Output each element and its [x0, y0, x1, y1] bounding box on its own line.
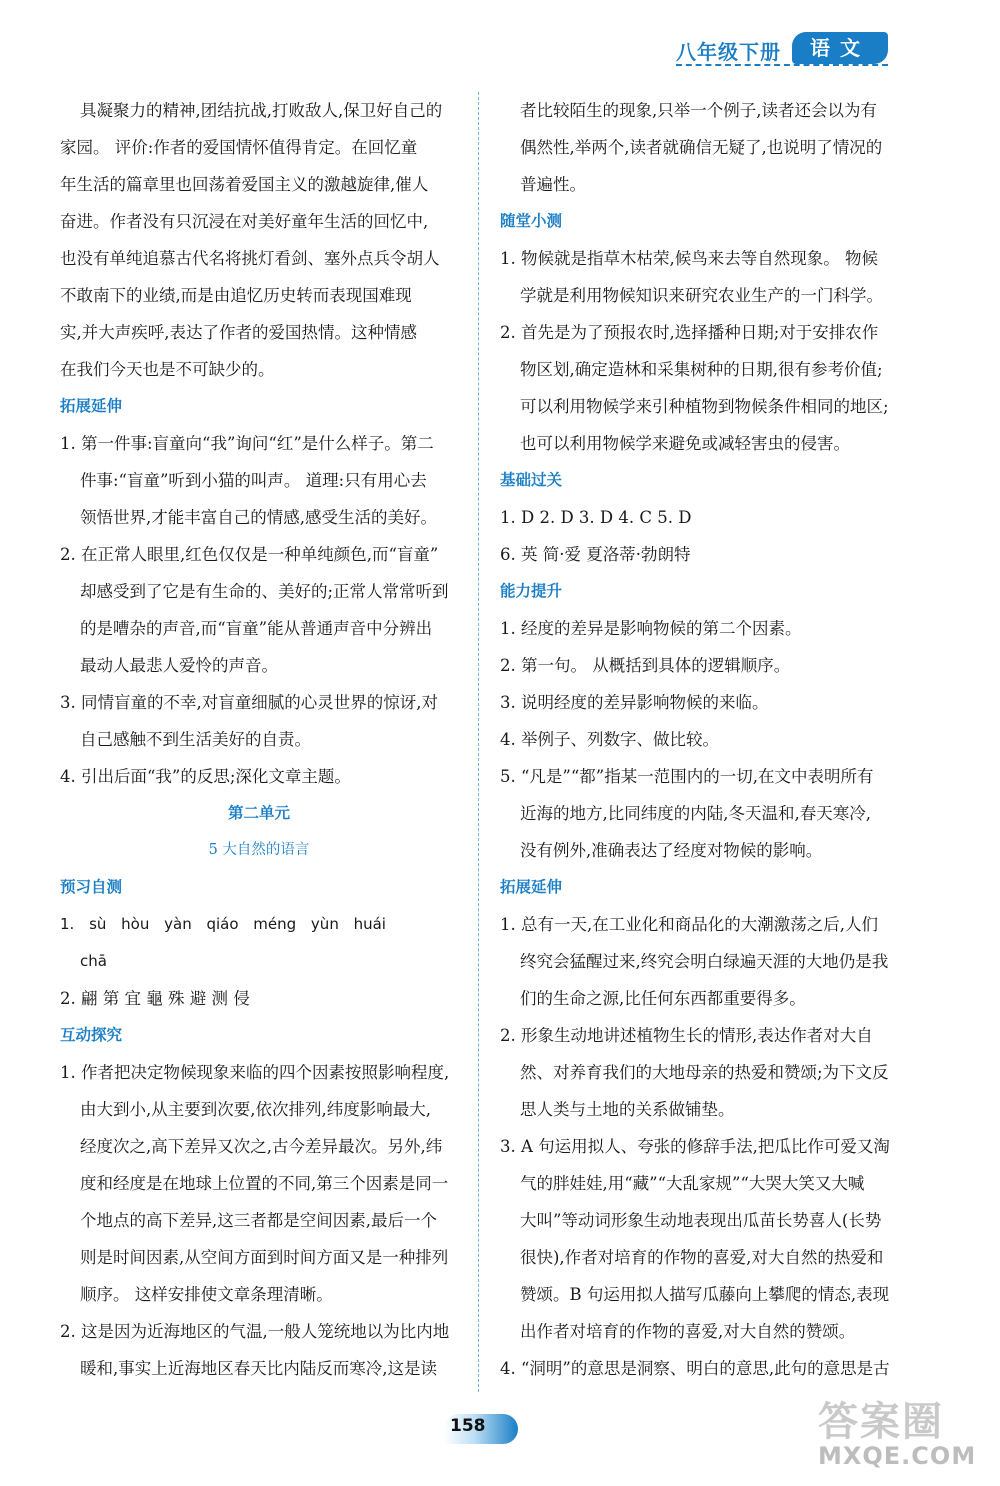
section-heading-preview: 预习自测 [60, 878, 123, 896]
text-line: 领悟世界,才能丰富自己的情感,感受生活的美好。 [80, 508, 437, 527]
section-ability-answers [500, 610, 900, 869]
section-extension-answers [60, 425, 458, 795]
left-column [60, 92, 458, 1387]
text-line: 1. 总有一天,在工业化和商品化的大潮激荡之后,人们 [500, 915, 878, 934]
text-line: 1. 作者把决定物候现象来临的四个因素按照影响程度, [60, 1063, 450, 1082]
text-line: 具凝聚力的精神,团结抗战,打败敌人,保卫好自己的 [80, 101, 443, 120]
watermark-text: 答案圈 [818, 1399, 944, 1445]
text-line: 1. 物候就是指草木枯荣,候鸟来去等自然现象。 物候 [500, 249, 878, 268]
text-line: 赞颂。B 句运用拟人描写瓜藤向上攀爬的情态,表现 [520, 1285, 890, 1304]
text-line: 4. 举例子、列数字、做比较。 [500, 730, 719, 749]
text-line: 近海的地方,比同纬度的内陆,冬天温和,春天寒冷, [520, 804, 871, 823]
text-line: 也没有单纯追慕古代名将挑灯看剑、塞外点兵令胡人 [60, 249, 440, 268]
text-line: 也可以利用物候学来避免或减轻害虫的侵害。 [520, 434, 850, 453]
section-basics-answers [500, 499, 900, 573]
character-answers: 2. 翩 第 宜 龜 殊 避 测 侵 [60, 989, 250, 1008]
text-line: 2. 在正常人眼里,红色仅仅是一种单纯颜色,而“盲童” [60, 545, 439, 564]
page-number: 158 [450, 1416, 486, 1436]
text-line: 年生活的篇章里也回荡着爱国主义的激越旋律,催人 [60, 175, 429, 194]
paragraph-continuation [60, 92, 458, 388]
text-line: 没有例外,准确表达了经度对物候的影响。 [520, 841, 823, 860]
text-line: 很快),作者对培育的作物的喜爱,对大自然的热爱和 [520, 1248, 884, 1267]
text-line: 3. 同情盲童的不幸,对盲童细腻的心灵世界的惊讶,对 [60, 693, 438, 712]
section-heading-interactive: 互动探究 [60, 1026, 123, 1044]
text-line: 2. 形象生动地讲述植物生长的情形,表达作者对大自 [500, 1026, 873, 1045]
column-divider [478, 92, 479, 1392]
text-line: 由大到小,从主要到次要,依次排列,纬度影响最大, [80, 1100, 431, 1119]
text-line: 2. 首先是为了预报农时,选择播种日期;对于安排农作 [500, 323, 879, 342]
text-line: 2. 这是因为近海地区的气温,一般人笼统地以为比内地 [60, 1322, 450, 1341]
text-line: 们的生命之源,比任何东西都重要得多。 [520, 989, 806, 1008]
text-line: 暖和,事实上近海地区春天比内陆反而寒冷,这是读 [80, 1359, 437, 1378]
text-line: 4. 引出后面“我”的反思;深化文章主题。 [60, 767, 351, 786]
section-heading-quiz: 随堂小测 [500, 212, 563, 230]
text-line: 1. 第一件事:盲童向“我”询问“红”是什么样子。第二 [60, 434, 434, 453]
text-line: 出作者对培育的作物的喜爱,对大自然的赞颂。 [520, 1322, 856, 1341]
text-line: 自己感触不到生活美好的自责。 [80, 730, 311, 749]
section-interactive-answers [60, 1054, 458, 1387]
text-line: 者比较陌生的现象,只举一个例子,读者还会以为有 [520, 101, 877, 120]
text-line: 实,并大声疾呼,表达了作者的爱国热情。这种情感 [60, 323, 417, 342]
pinyin-answers-continued: chā [80, 952, 107, 970]
text-line: 2. 第一句。 从概括到具体的逻辑顺序。 [500, 656, 791, 675]
text-line: 思人类与土地的关系做铺垫。 [520, 1100, 735, 1119]
text-line: 则是时间因素,从空间方面到时间方面又是一种排列 [80, 1248, 449, 1267]
text-line: 5. “凡是”“都”指某一范围内的一切,在文中表明所有 [500, 767, 874, 786]
text-line: 1. 经度的差异是影响物候的第二个因素。 [500, 619, 802, 638]
text-line: 在我们今天也是不可缺少的。 [60, 360, 275, 379]
page-header [672, 30, 892, 74]
text-line: 普遍性。 [520, 175, 586, 194]
text-line: 奋进。作者没有只沉浸在对美好童年生活的回忆中, [60, 212, 429, 231]
text-line: 1. D 2. D 3. D 4. C 5. D [500, 508, 692, 527]
header-dashed-rule [676, 64, 888, 66]
text-line: 家园。 评价:作者的爱国情怀值得肯定。在回忆童 [60, 138, 418, 157]
grade-label: 八年级下册 [676, 40, 781, 64]
watermark-logo [810, 1390, 980, 1476]
section-quiz-answers [500, 240, 900, 462]
text-line: 件事:“盲童”听到小猫的叫声。 道理:只有用心去 [80, 471, 427, 490]
text-line: 度和经度是在地球上位置的不同,第三个因素是同一 [80, 1174, 449, 1193]
pinyin-answers: 1. sù hòu yàn qiáo méng yùn huái [60, 915, 386, 933]
subject-badge: 语文 [792, 32, 888, 64]
watermark-url: MXQE.COM [818, 1442, 977, 1470]
section-heading-extension: 拓展延伸 [500, 878, 563, 896]
text-line: 大叫”等动词形象生动地表现出瓜苗长势喜人(长势 [520, 1211, 882, 1230]
text-line: 3. 说明经度的差异影响物候的来临。 [500, 693, 769, 712]
text-line: 然、对养育我们的大地母亲的热爱和赞颂;为下文反 [520, 1063, 889, 1082]
text-line: 的是嘈杂的声音,而“盲童”能从普通声音中分辨出 [80, 619, 433, 638]
section-extension-answers [500, 906, 900, 1387]
text-line: 经度次之,高下差异又次之,古今差异最次。另外,纬 [80, 1137, 443, 1156]
section-heading-extension: 拓展延伸 [60, 397, 123, 415]
text-line: 3. A 句运用拟人、夸张的修辞手法,把瓜比作可爱又淘 [500, 1137, 890, 1156]
text-line: 不敢南下的业绩,而是由追忆历史转而表现国难现 [60, 286, 412, 305]
text-line: 偶然性,举两个,读者就确信无疑了,也说明了情况的 [520, 138, 883, 157]
text-line: 个地点的高下差异,这三者都是空间因素,最后一个 [80, 1211, 437, 1230]
text-line: 气的胖娃娃,用“藏”“大乱家规”“大哭大笑又大喊 [520, 1174, 865, 1193]
text-line: 顺序。 这样安排使文章条理清晰。 [80, 1285, 333, 1304]
text-line: 可以利用物候学来引种植物到物候条件相同的地区; [520, 397, 889, 416]
unit-title: 第二单元 [227, 804, 290, 822]
text-line: 最动人最悲人爱怜的声音。 [80, 656, 278, 675]
lesson-title: 5 大自然的语言 [208, 842, 310, 858]
text-line: 学就是利用物候知识来研究农业生产的一门科学。 [520, 286, 883, 305]
text-line: 物区划,确定造林和采集树种的日期,很有参考价值; [520, 360, 883, 379]
text-line: 终究会猛醒过来,终究会明白绿遍天涯的大地仍是我 [520, 952, 889, 971]
section-heading-basics: 基础过关 [500, 471, 563, 489]
text-line: 4. “洞明”的意思是洞察、明白的意思,此句的意思是古 [500, 1359, 890, 1378]
paragraph-continuation [500, 92, 900, 203]
section-heading-ability: 能力提升 [500, 582, 563, 600]
right-column [500, 92, 900, 1387]
page-number-badge [444, 1412, 518, 1446]
text-line: 却感受到了它是有生命的、美好的;正常人常常听到 [80, 582, 449, 601]
text-line: 6. 英 简·爱 夏洛蒂·勃朗特 [500, 545, 691, 564]
